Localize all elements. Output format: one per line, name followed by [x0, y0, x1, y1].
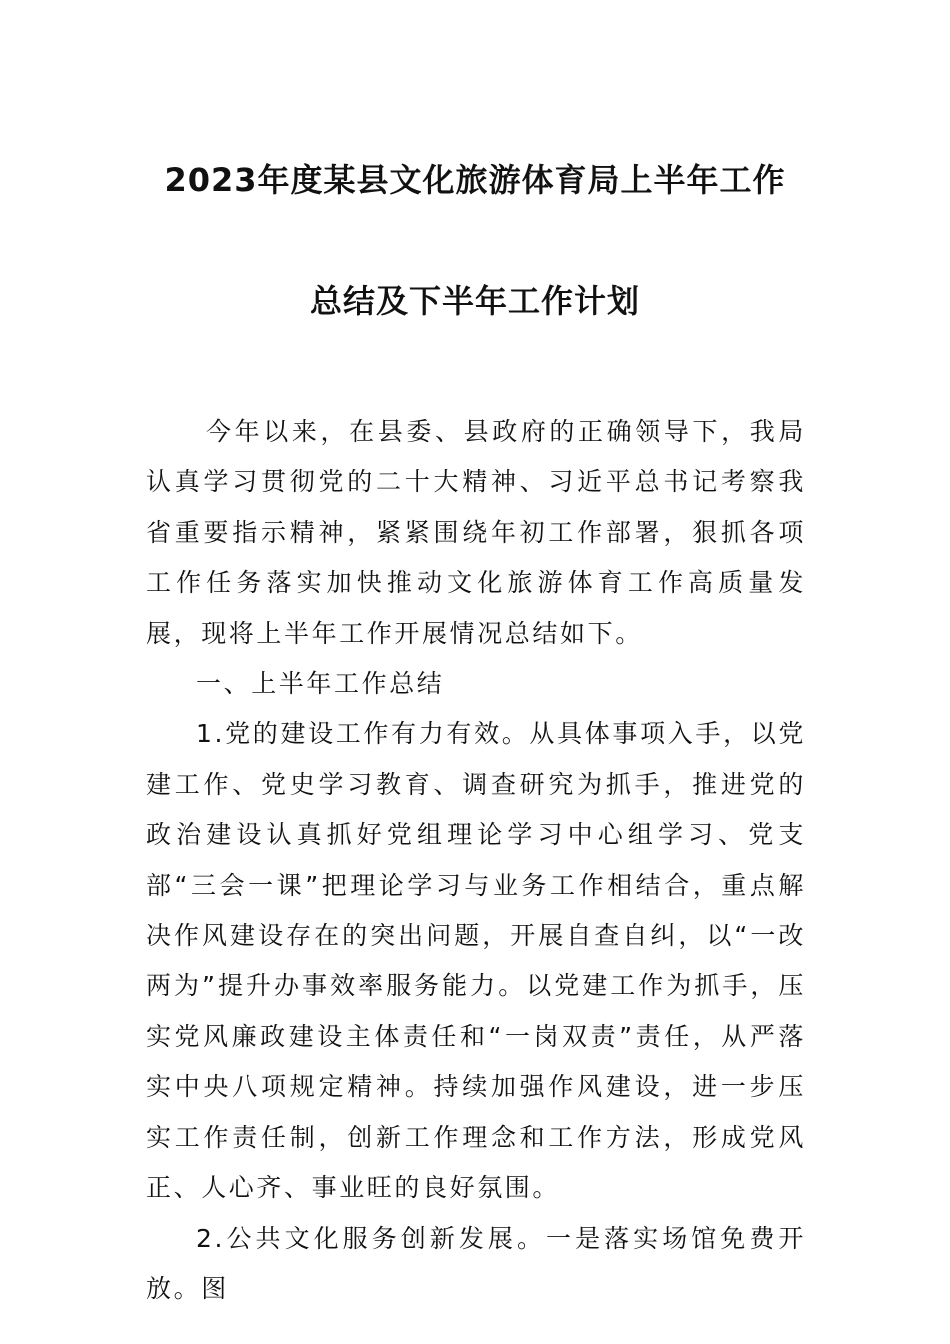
section-heading-summary: 一、上半年工作总结 [196, 669, 445, 699]
item-party-building: 1.党的建设工作有力有效。从具体事项入手，以党建工作、党史学习教育、调查研究为抓手，推进党的政治建设认真抓好党组理论学习中心组学习、党支部“三会一课”把理论学习与业务工作相结合，重点解决作风建设存在的突出问题，开展自查自纠，以“一改两为”提升办事效率服务能力。以党建工作为抓手，压实党风廉政建设主体责任和“一岗双责”责任，从严落实中央八项规定精神。持续加强作风建设，进一步压实工作责任制，创新工作理念和工作方法，形成党风正、人心齐、事业旺的良好氛围。 [146, 719, 806, 1203]
document-title-line-2: 总结及下半年工作计划 [309, 282, 640, 320]
item-public-culture: 2.公共文化服务创新发展。一是落实场馆免费开放。图 [146, 1223, 806, 1303]
document-body [146, 407, 806, 1314]
document-title-line-1: 2023年度某县文化旅游体育局上半年工作 [164, 161, 786, 199]
intro-paragraph: 今年以来，在县委、县政府的正确领导下，我局认真学习贯彻党的二十大精神、习近平总书记考察我省重要指示精神，紧紧围绕年初工作部署，狠抓各项工作任务落实加快推动文化旅游体育工作高质量发展，现将上半年工作开展情况总结如下。 [146, 417, 806, 648]
